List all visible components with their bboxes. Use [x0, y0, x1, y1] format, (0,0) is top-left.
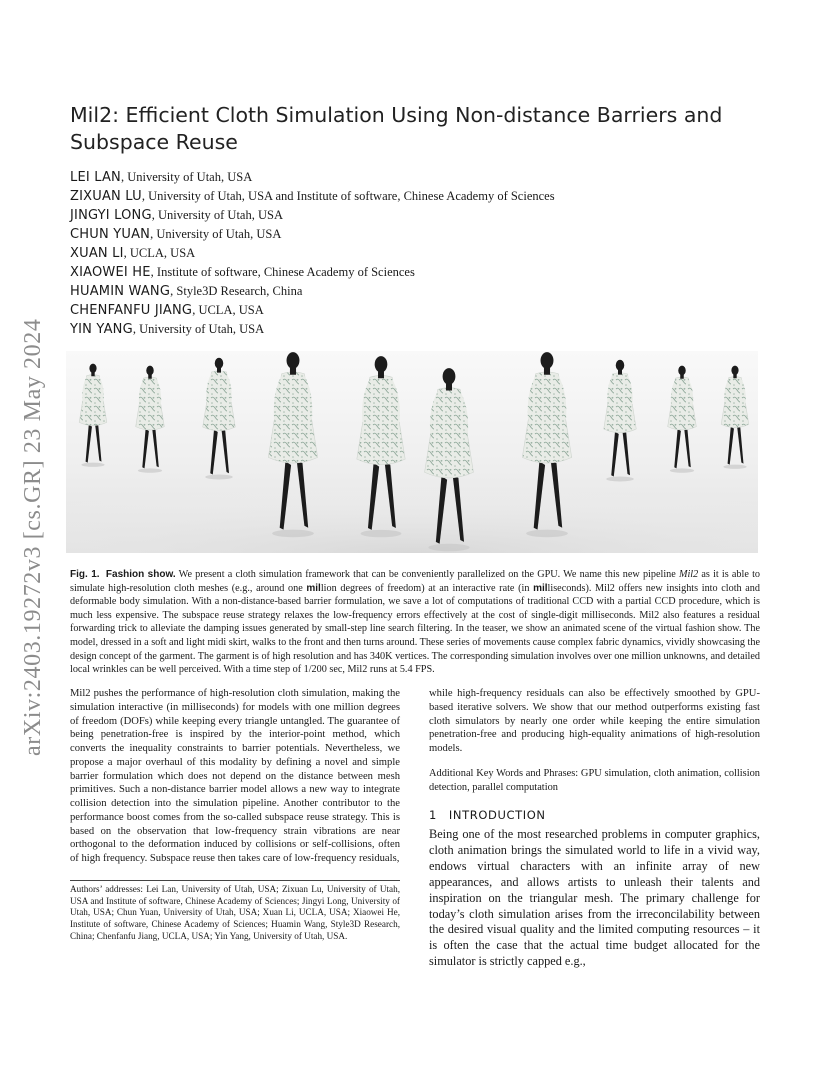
- section-number: 1: [429, 808, 437, 823]
- keywords: Additional Key Words and Phrases: GPU simulation, cloth animation, collision detection, parallel computation: [429, 767, 760, 793]
- author-affiliation: , University of Utah, USA and Institute of software, Chinese Academy of Sciences: [141, 189, 555, 203]
- paper-title: Mil2: Efficient Cloth Simulation Using Non-distance Barriers and Subspace Reuse: [70, 103, 723, 154]
- author-line: [70, 206, 770, 225]
- section-heading: [429, 809, 760, 823]
- teaser-figure: [66, 351, 758, 553]
- author-name: XIAOWEI HE: [70, 265, 151, 280]
- author-name: HUAMIN WANG: [70, 284, 171, 299]
- author-name: YIN YANG: [70, 322, 133, 337]
- author-line: [70, 301, 770, 320]
- caption-name: Mil2: [678, 569, 699, 580]
- left-column: [70, 687, 400, 866]
- author-line: [70, 225, 770, 244]
- author-name: CHUN YUAN: [70, 227, 151, 242]
- author-affiliation: , University of Utah, USA: [120, 170, 253, 184]
- fashion-show-image: [66, 351, 758, 553]
- author-line: [70, 263, 770, 282]
- author-list: [70, 168, 770, 339]
- intro-text: Being one of the most researched problems in computer graphics, cloth animation brings the simulated world to life in a vivid way, endows virtual characters with an infinite array of new appearances, and allows artists to unleash their talents and inspiration on the triangular mesh. The primary challenge for today’s cloth simulation arises from the irreconcilability between the desired visual quality and the limited computing resources – it is often the case that the actual time budget allocated for the simulator is strictly capped e.g.,: [429, 827, 760, 969]
- caption-bold: mil: [306, 582, 321, 594]
- model-figure: [79, 364, 107, 467]
- author-name: XUAN LI: [70, 246, 124, 261]
- arxiv-stamp: arXiv:2403.19272v3 [cs.GR] 23 May 2024: [20, 318, 46, 756]
- author-affiliation: , UCLA, USA: [192, 303, 264, 317]
- abstract-text-end: while high-frequency residuals can also be effectively smoothed by GPU-based iterative solvers. We show that our method outperforms existing fast cloth simulators by nearly one order while keeping the entire simulation penetration-free and producing high-equality animations of high-resolution models.: [429, 688, 760, 754]
- caption-text: lion degrees of freedom) at an interactive rate (in: [320, 582, 534, 594]
- author-line: [70, 168, 770, 187]
- author-name: ZIXUAN LU: [70, 189, 142, 204]
- model-figure: [668, 366, 697, 473]
- caption-label: Fig. 1.: [70, 569, 100, 580]
- author-affiliation: , UCLA, USA: [123, 246, 196, 260]
- author-affiliation: , Style3D Research, China: [170, 284, 303, 298]
- figure-caption: [70, 568, 760, 677]
- caption-heading: Fashion show.: [105, 569, 176, 580]
- author-affiliation: , Institute of software, Chinese Academy of Sciences: [150, 265, 415, 279]
- right-column: [429, 687, 760, 970]
- author-affiliation: , University of Utah, USA: [151, 208, 283, 222]
- authors-addresses-footnote: Authors’ addresses: Lei Lan, University of Utah, USA; Zixuan Lu, University of Utah, USA and Institute of software, Chinese Academy of Sciences; Jingyi Long, University of Utah, USA; Chun Yuan, University of Utah, USA; Xuan Li, UCLA, USA; Xiaowei He, Institute of software, Chinese Academy of Sciences; Huamin Wang, Style3D Research, China; Chenfanfu Jiang, UCLA, USA; Yin Yang, University of Utah, USA.: [70, 884, 400, 941]
- model-figure: [203, 358, 236, 480]
- author-line: [70, 244, 770, 263]
- author-line: [70, 320, 770, 339]
- section-title: INTRODUCTION: [448, 808, 546, 823]
- footnote-rule: [70, 880, 400, 881]
- caption-text: We present a cloth simulation framework that can be conveniently parallelized on the GPU. We name this new pipeline: [175, 569, 679, 580]
- model-figure: [604, 360, 637, 482]
- caption-text: as it is able to simulate high-resolution cloth meshes (e.g., around one: [70, 569, 760, 594]
- model-figure: [721, 366, 749, 469]
- caption-text: liseconds). Mil2 offers new insights into cloth and deformable body simulation. With a non-distance-based barrier formulation, we save a lot of computations of traditional CCD with a partial CCD procedure, which is much less expensive. The subspace reuse strategy relaxes the low-frequency errors effectively at the cost of single-digit milliseconds. Mil2 also features a residual forwarding trick to alleviate the damping issues generated by small-step line search filtering. In the teaser, we show an animated scene of the virtual fashion show. The model, dressed in a soft and light midi skirt, walks to the front and then turns around. These series of movements cause complex fabric dynamics, vividly showcasing the design concept of the garment. The garment is of high resolution and has 340K vertices. The corresponding simulation involves over one million unknowns, and detailed local wrinkles can be well perceived. With a time step of 1/200 sec, Mil2 runs at 5.4 FPS.: [70, 582, 760, 676]
- model-figure: [136, 366, 165, 473]
- abstract-text: Mil2 pushes the performance of high-resolution cloth simulation, making the simulation interactive (in milliseconds) for models with one million degrees of freedom (DOFs) while keeping every triangle untangled. The guarantee of being penetration-free is inspired by the interior-point method, which converts the inequality constraints to barrier potentials. Nevertheless, we propose a major overhaul of this modality by defining a novel and simple barrier formulation which does not depend on the distance between mesh primitives. Such a non-distance barrier model allows a new way to integrate collision detection into the simulation pipeline. Another contributor to the performance boost comes from the so-called subspace reuse strategy. This is based on the observation that low-frequency strain vibrations are near orthogonal to the deformation induced by collisions or self-collisions, often of high frequency. Subspace reuse then takes care of low-frequency residuals,: [70, 688, 400, 864]
- author-name: CHENFANFU JIANG: [70, 303, 193, 318]
- caption-bold: mil: [533, 582, 548, 594]
- author-name: JINGYI LONG: [70, 208, 152, 223]
- author-name: LEI LAN: [70, 170, 121, 185]
- author-line: [70, 187, 770, 206]
- author-affiliation: , University of Utah, USA: [132, 322, 265, 336]
- author-affiliation: , University of Utah, USA: [150, 227, 282, 241]
- author-line: [70, 282, 770, 301]
